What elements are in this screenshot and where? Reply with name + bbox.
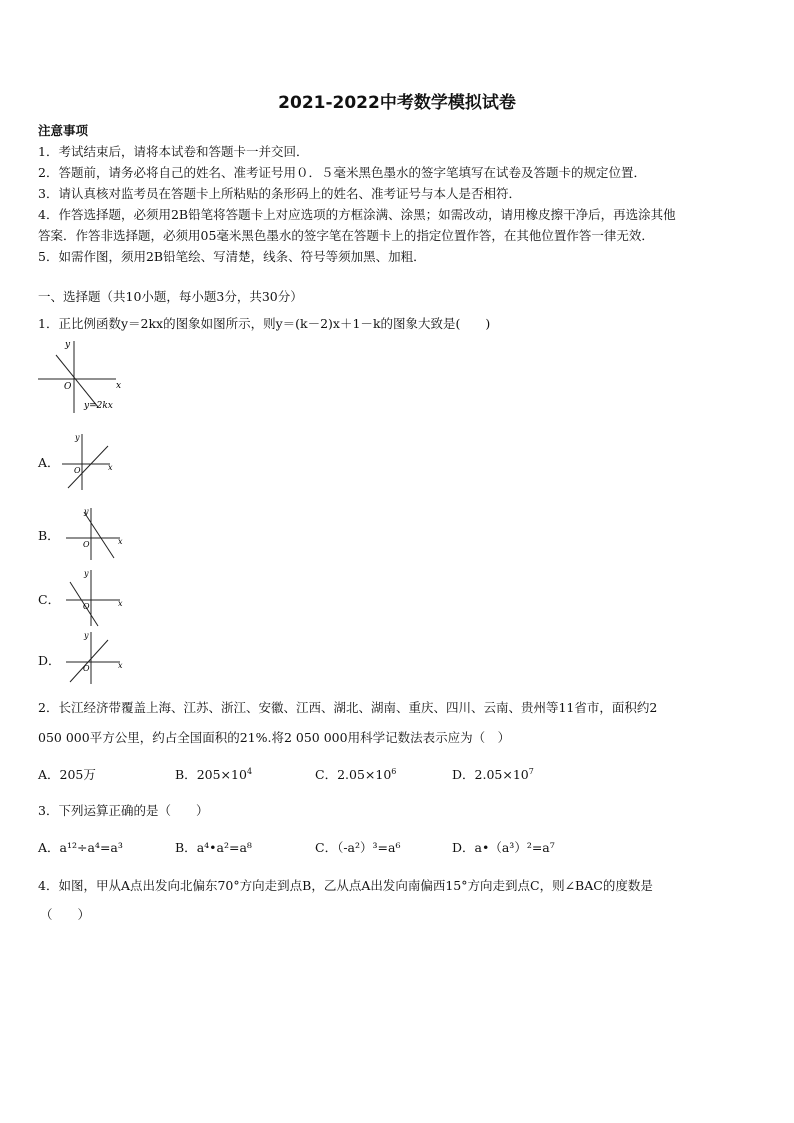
q1-option-b-graph <box>64 506 126 562</box>
y-axis-label: y <box>84 569 89 578</box>
option-exponent: 4 <box>246 766 253 776</box>
x-axis-label: x <box>116 381 122 391</box>
origin-label: O <box>83 540 90 549</box>
option-label: B． <box>175 767 197 782</box>
origin-label: O <box>83 664 90 673</box>
option-text: a¹²÷a⁴=a³ <box>59 840 123 855</box>
option-text: a⁴•a²=a⁸ <box>196 840 252 855</box>
q1-option-a-graph <box>60 432 120 494</box>
x-axis-label: x <box>118 661 123 670</box>
y-axis-label: y <box>84 507 89 516</box>
option-label: C． <box>315 767 338 782</box>
notice-item: 3．请认真核对监考员在答题卡上所粘贴的条形码上的姓名、准考证号与本人是否相符． <box>38 186 521 201</box>
question-2-line-2: 050 000平方公里，约占全国面积的21%.将2 050 000用科学记数法表示应为（ ） <box>38 730 511 745</box>
x-axis-label: x <box>108 463 113 472</box>
notice-heading: 注意事项 <box>38 123 89 138</box>
origin-label: O <box>64 382 72 392</box>
option-label: D． <box>452 840 475 855</box>
y-axis-label: y <box>84 631 89 640</box>
notice-item: 1．考试结束后，请将本试卷和答题卡一并交回． <box>38 144 309 159</box>
option-exponent: 7 <box>528 766 534 776</box>
q1-option-c-graph <box>64 568 126 630</box>
option-text: 2.05×10 <box>337 767 392 782</box>
q3-option-b <box>175 838 252 856</box>
q1-option-d-graph <box>64 630 126 686</box>
question-4-line-2: （ ） <box>40 907 91 922</box>
origin-label: O <box>74 466 81 475</box>
x-axis-label: x <box>118 599 123 608</box>
notice-item: 4．作答选择题，必须用2B铅笔将答题卡上对应选项的方框涂满、涂黑；如需改动，请用橡皮擦干净后，再选涂其他 <box>38 207 676 222</box>
q2-option-c <box>315 765 396 783</box>
question-2-line-1: 2．长江经济带覆盖上海、江苏、浙江、安徽、江西、湖北、湖南、重庆、四川、云南、贵州等11省市，面积约2 <box>38 700 658 715</box>
option-label: A． <box>38 767 60 782</box>
q1-main-graph <box>36 337 126 415</box>
question-3-text: 3．下列运算正确的是（ ） <box>38 803 209 818</box>
y-axis-label: y <box>75 433 80 442</box>
option-label: A． <box>38 840 60 855</box>
origin-label: O <box>83 602 90 611</box>
q1-option-b-label: B． <box>38 528 60 543</box>
option-text: 205×10 <box>196 767 247 782</box>
q3-option-c <box>315 838 400 856</box>
q3-option-d <box>452 838 555 856</box>
option-text: 2.05×10 <box>474 767 529 782</box>
notice-item: 5．如需作图，须用2B铅笔绘、写清楚，线条、符号等须加黑、加粗． <box>38 249 426 264</box>
q2-option-d <box>452 765 534 783</box>
y-axis-label: y <box>65 340 71 350</box>
option-label: D． <box>452 767 475 782</box>
option-text: 205万 <box>59 767 96 782</box>
q1-option-a-label: A． <box>38 455 60 470</box>
q1-option-d-label: D． <box>38 653 61 668</box>
q2-option-a <box>38 765 96 783</box>
x-axis-label: x <box>118 537 123 546</box>
line-label: y=2kx <box>84 401 113 411</box>
q2-option-b <box>175 765 252 783</box>
option-exponent: 6 <box>391 766 397 776</box>
notice-item: 答案．作答非选择题，必须用05毫米黑色墨水的签字笔在答题卡上的指定位置作答，在其他位置作答一律无效． <box>38 228 654 243</box>
option-label: C． <box>315 840 338 855</box>
option-text: （-a²）³=a⁶ <box>337 840 401 855</box>
notice-item: 2．答题前，请务必将自己的姓名、准考证号用０．５毫米黑色墨水的签字笔填写在试卷及答题卡的规定位置． <box>38 165 646 180</box>
q3-option-a <box>38 838 123 856</box>
option-label: B． <box>175 840 197 855</box>
section-heading: 一、选择题（共10小题，每小题3分，共30分） <box>38 289 303 304</box>
option-text: a•（a³）²=a⁷ <box>474 840 555 855</box>
q1-option-c-label: C． <box>38 592 61 607</box>
question-1-text: 1．正比例函数y＝2kx的图象如图所示，则y＝(k－2)x＋1－k的图象大致是( ) <box>38 316 491 331</box>
page-title: 2021-2022中考数学模拟试卷 <box>278 93 516 113</box>
question-4-line-1: 4．如图，甲从A点出发向北偏东70°方向走到点B，乙从点A出发向南偏西15°方向走到点C，则∠BAC的度数是 <box>38 878 653 893</box>
